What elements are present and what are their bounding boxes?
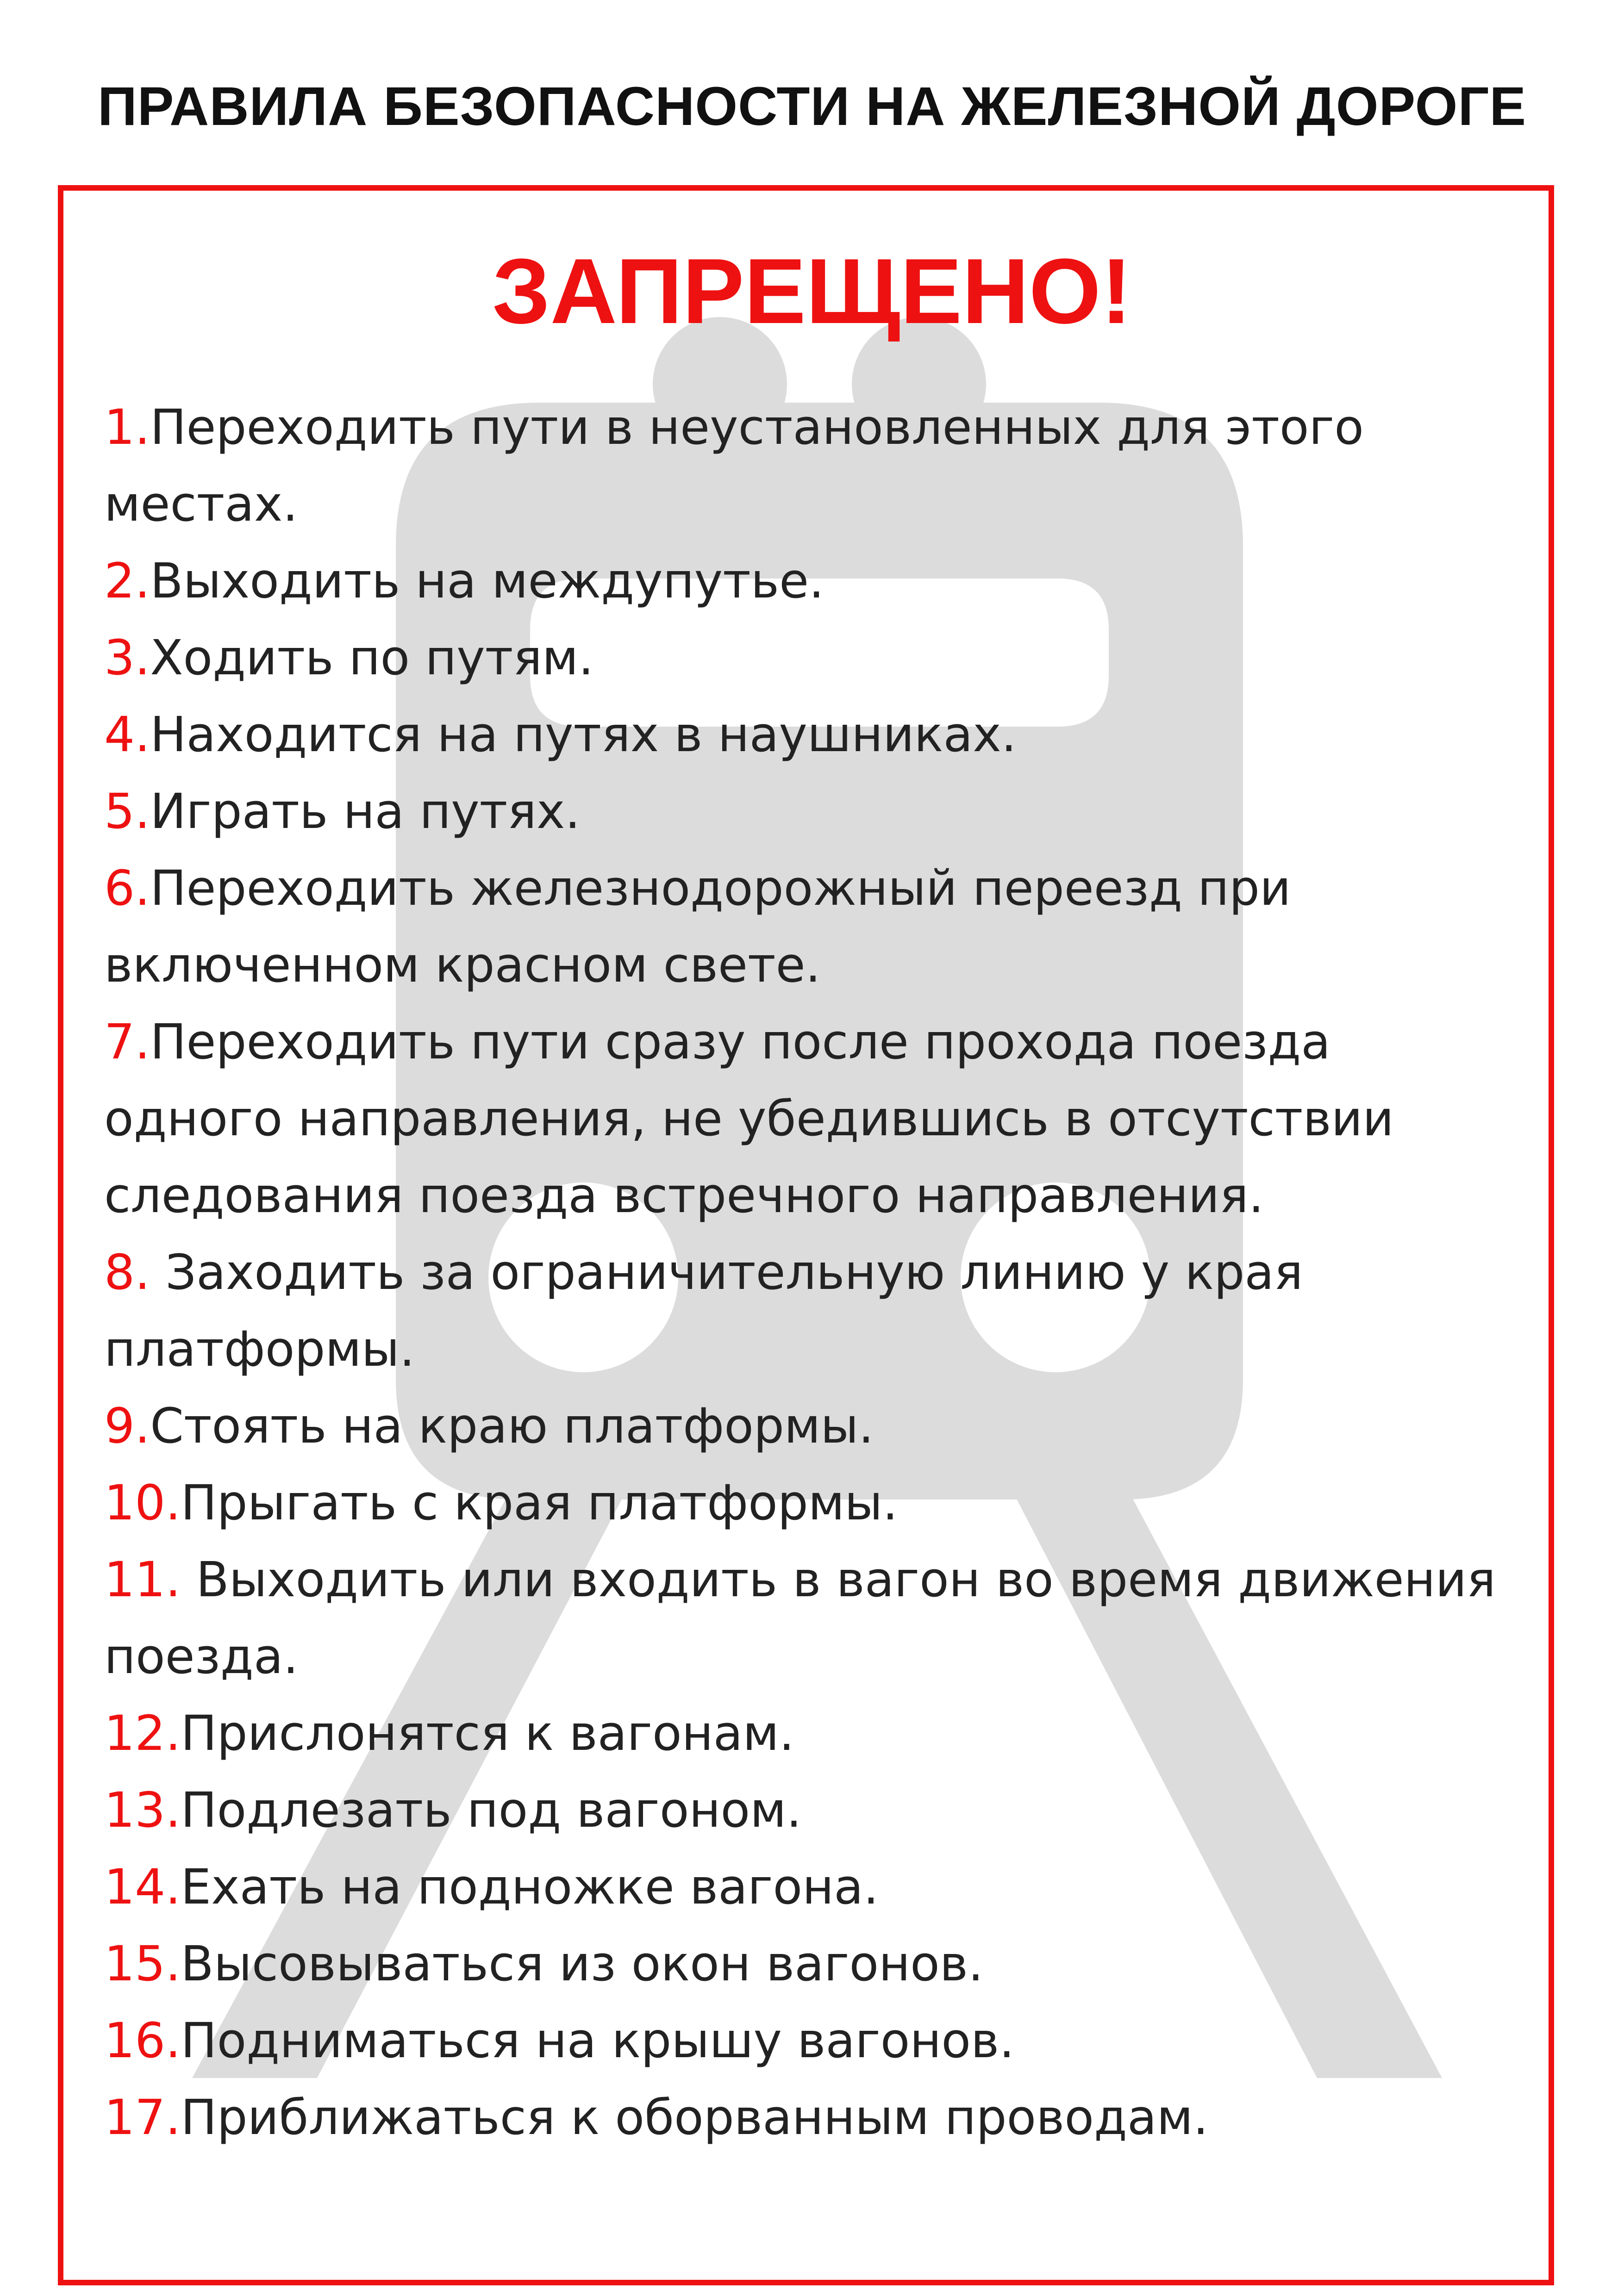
rule-text: Подлезать под вагоном. xyxy=(181,1782,802,1838)
rule-text: Находится на путях в наушниках. xyxy=(150,706,1017,763)
rule-text: Выходить или входить в вагон во время движения поезда. xyxy=(104,1551,1496,1685)
rule-number: 2. xyxy=(104,553,150,609)
rule-item xyxy=(104,1388,1516,1464)
rule-number: 12. xyxy=(104,1705,181,1761)
rule-number: 14. xyxy=(104,1859,181,1915)
rule-text: Переходить железнодорожный переезд при включенном красном свете. xyxy=(104,860,1291,993)
rule-text: Переходить пути сразу после прохода поезда одного направления, не убедившись в отсутствии следования поезда встречного направления. xyxy=(104,1014,1394,1224)
rule-item xyxy=(104,773,1516,850)
rule-text: Приближаться к оборванным проводам. xyxy=(181,2089,1209,2146)
rule-item xyxy=(104,2079,1516,2156)
rule-item xyxy=(104,1848,1516,1925)
warning-heading: ЗАПРЕЩЕНО! xyxy=(492,240,1132,343)
rule-item xyxy=(104,1234,1516,1388)
rule-text: Ходить по путям. xyxy=(150,629,594,686)
rule-text: Выходить на междупутье. xyxy=(150,553,824,609)
rule-item xyxy=(104,1541,1516,1695)
rule-number: 10. xyxy=(104,1475,181,1531)
rule-number: 5. xyxy=(104,783,150,840)
rule-number: 8. xyxy=(104,1244,166,1300)
rule-item xyxy=(104,1464,1516,1541)
rule-number: 1. xyxy=(104,399,150,455)
rule-number: 6. xyxy=(104,860,150,916)
page-title: ПРАВИЛА БЕЗОПАСНОСТИ НА ЖЕЛЕЗНОЙ ДОРОГЕ xyxy=(97,76,1527,137)
rule-item xyxy=(104,850,1516,1003)
rule-number: 9. xyxy=(104,1398,150,1454)
rule-item xyxy=(104,389,1516,542)
rule-number: 3. xyxy=(104,629,150,686)
rule-text: Ехать на подножке вагона. xyxy=(181,1859,879,1915)
rule-text: Играть на путях. xyxy=(150,783,581,840)
rule-number: 7. xyxy=(104,1014,150,1070)
rule-text: Прислонятся к вагонам. xyxy=(181,1705,794,1761)
rule-text: Стоять на краю платформы. xyxy=(150,1398,874,1454)
rule-item xyxy=(104,1772,1516,1848)
rule-text: Подниматься на крышу вагонов. xyxy=(181,2012,1015,2069)
rule-number: 11. xyxy=(104,1551,196,1608)
rule-number: 13. xyxy=(104,1782,181,1838)
rule-text: Переходить пути в неустановленных для этого местах. xyxy=(104,399,1364,532)
rule-item xyxy=(104,1695,1516,1772)
rule-text: Заходить за ограничительную линию у края платформы. xyxy=(104,1244,1303,1377)
rule-item xyxy=(104,619,1516,696)
rule-text: Высовываться из окон вагонов. xyxy=(181,1935,984,1992)
rule-number: 16. xyxy=(104,2012,181,2069)
rule-number: 15. xyxy=(104,1935,181,1992)
rules-list xyxy=(104,389,1516,2156)
rule-item xyxy=(104,542,1516,619)
rule-item xyxy=(104,1003,1516,1234)
rule-item xyxy=(104,2002,1516,2079)
rule-text: Прыгать с края платформы. xyxy=(181,1475,898,1531)
rule-number: 17. xyxy=(104,2089,181,2146)
rule-item xyxy=(104,1925,1516,2002)
rule-number: 4. xyxy=(104,706,150,763)
rule-item xyxy=(104,696,1516,773)
